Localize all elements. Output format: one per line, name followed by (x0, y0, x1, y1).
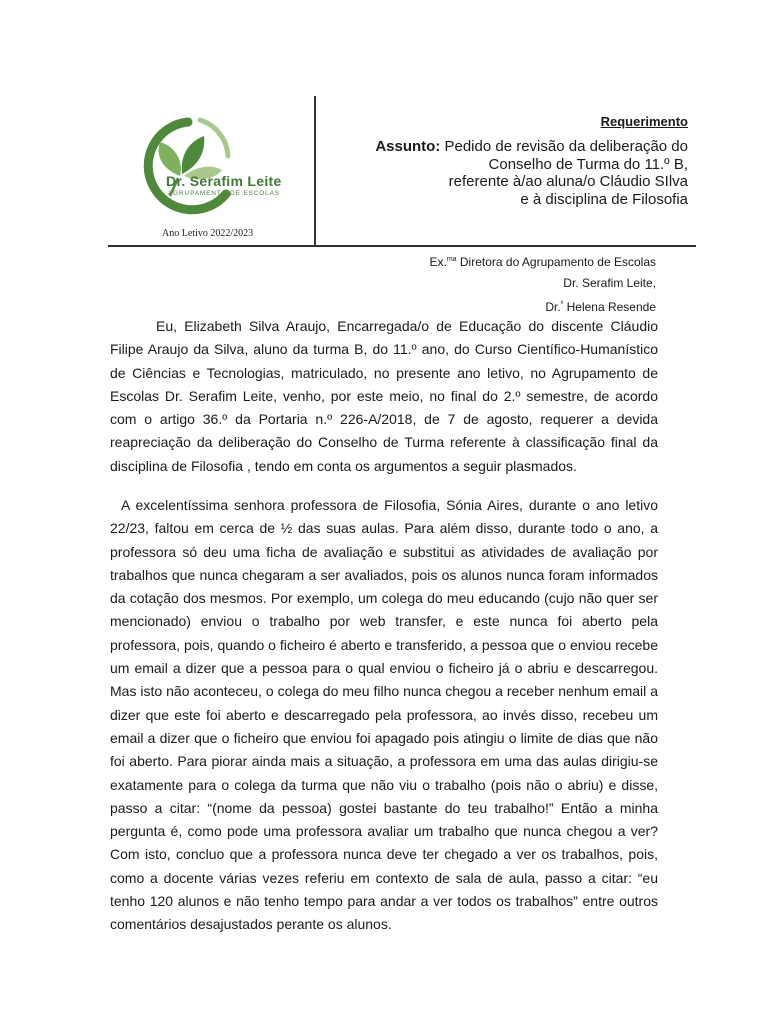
addressee-title-sup: ma (446, 256, 457, 263)
addressee-title-prefix: Ex. (429, 255, 447, 269)
addressee-line-2: Dr. Serafim Leite, (563, 276, 656, 290)
subject-block (348, 138, 688, 208)
document-type-title: Requerimento (600, 114, 688, 129)
addressee-line-1 (429, 249, 656, 273)
subject-line-2: Conselho de Turma do 11.º B, (488, 155, 688, 173)
subject-line-3: referente à/ao aluna/o Cláudio SIlva (448, 173, 688, 190)
subject-line-1: Pedido de revisão da deliberação do (444, 138, 688, 155)
header-vertical-divider (314, 96, 316, 246)
school-logo-leaf-icon (130, 116, 300, 216)
subject-line-4: e à disciplina de Filosofia (520, 190, 688, 208)
body-paragraph-2: A excelentíssima senhora professora de Filosofia, Sónia Aires, durante o ano letivo 22/23, faltou em cerca de ½ das suas aulas. Para além disso, durante todo o ano, a professora só deu uma ficha de avaliação e substitui as atividades de avaliação por trabalhos que nunca chegaram a ser avaliados, pois os alunos nunca foram informados da cotação dos mesmos. Por exemplo, um colega do meu educando (cujo não quer ser mencionado) enviou o trabalho por web transfer, e este nunca foi aberto pela professora, pois, quando o ficheiro é aberto e transferido, a pessoa que o enviou recebe um email a dizer que a pessoa para o qual enviou o ficheiro já o abriu e descarregou. Mas isto não aconteceu, o colega do meu filho nunca chegou a receber nenhum email a dizer que este foi aberto e descarregado pela professora, ao invés disso, recebeu um email a dizer que o ficheiro que enviou foi apagado pois atingiu o limite de dias que não foi aberto. Para piorar ainda mais a situação, a professora em uma das aulas dirigiu-se exatamente para o colega da turma que não viu o trabalho (pois não o abriu) e disse, passo a citar: “(nome da pessoa) gostei bastante do teu trabalho!” Então a minha pergunta é, como pode uma professora avaliar um trabalho que nunca chegou a ver? Com isto, concluo que a professora nunca deve ter chegado a ver os trabalhos, pois, como a docente várias vezes referiu em contexto de sala de aula, passo a citar: “eu tenho 120 alunos e não tenho tempo para andar a ver todos os trabalhos” entre outros comentários desajustados perante os alunos. (110, 497, 658, 933)
addressee-name-sup: ª (560, 301, 564, 308)
school-year: Ano Letivo 2022/2023 (162, 228, 254, 239)
logo-subtitle: AGRUPAMENTO DE ESCOLAS (168, 190, 280, 197)
addressee-name: Helena Resende (563, 300, 656, 314)
addressee-name-prefix: Dr. (545, 300, 561, 314)
header-horizontal-divider (108, 245, 696, 247)
logo-school-name: Dr. Serafim Leite (166, 173, 282, 189)
body-paragraph-1: Eu, Elizabeth Silva Araujo, Encarregada/o de Educação do discente Cláudio Filipe Araujo da Silva, aluno da turma B, do 11.º ano, do Curso Científico-Humanístico de Ciências e Tecnologias, matriculado, no presente ano letivo, no Agrupamento de Escolas Dr. Serafim Leite, venho, por este meio, no final do 2.º semestre, de acordo com o artigo 36.º da Portaria n.º 226-A/2018, de 7 de agosto, requerer a devida reapreciação da deliberação do Conselho de Turma referente à classificação final da disciplina de Filosofia , tendo em conta os argumentos a seguir plasmados. (110, 318, 658, 474)
addressee-role: Diretora do Agrupamento de Escolas (456, 255, 656, 269)
subject-label: Assunto: (375, 138, 441, 155)
addressee-block (429, 249, 656, 318)
